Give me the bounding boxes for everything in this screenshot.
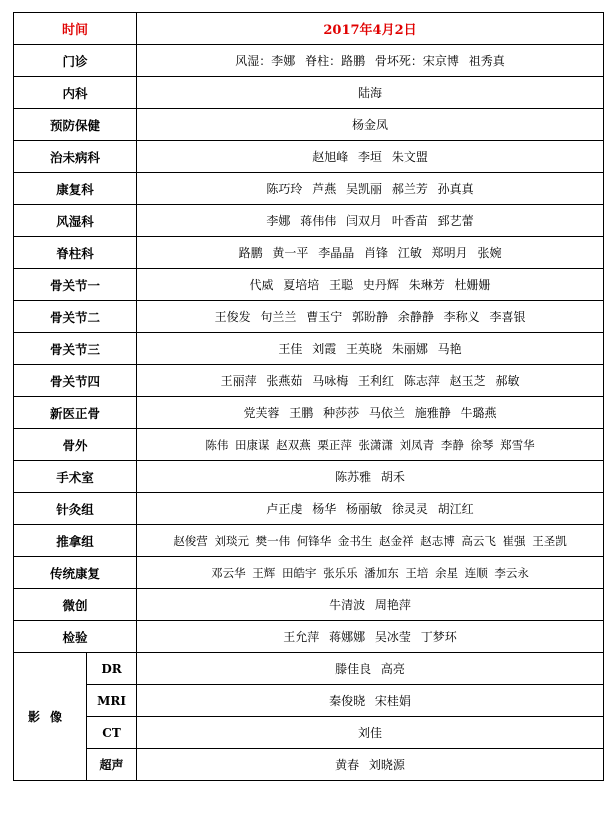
imaging-row [14,653,604,685]
department-row [14,109,604,141]
department-name: 骨关节三 [14,333,137,365]
department-row [14,333,604,365]
department-row [14,141,604,173]
department-row [14,301,604,333]
department-name: 微创 [14,589,137,621]
department-row [14,557,604,589]
imaging-row [14,749,604,781]
staff-names: 陆海 [137,77,604,109]
staff-names: 王允萍 蒋娜娜 吴冰莹 丁梦环 [137,621,604,653]
staff-names: 赵旭峰 李垣 朱文盟 [137,141,604,173]
department-name: 新医正骨 [14,397,137,429]
department-row [14,429,604,461]
staff-names: 黄春 刘晓源 [137,749,604,781]
staff-names: 陈伟 田康谋 赵双燕 栗正萍 张潇潇 刘凤青 李静 徐琴 郑雪华 [137,429,604,461]
department-row [14,237,604,269]
department-name: 传统康复 [14,557,137,589]
department-name: 门诊 [14,45,137,77]
department-name: 骨关节四 [14,365,137,397]
department-row [14,77,604,109]
staff-names: 邓云华 王辉 田皓宇 张乐乐 潘加东 王培 余星 连顺 李云永 [137,557,604,589]
department-row [14,493,604,525]
time-header: 时间 [14,13,137,45]
department-name: 针灸组 [14,493,137,525]
staff-names: 代威 夏培培 王聪 史丹辉 朱琳芳 杜姗姗 [137,269,604,301]
department-name: 骨关节二 [14,301,137,333]
department-name: 脊柱科 [14,237,137,269]
imaging-row [14,685,604,717]
staff-names: 党芙蓉 王鹏 种莎莎 马依兰 施雅静 牛璐燕 [137,397,604,429]
department-row [14,589,604,621]
duty-roster-table [13,12,604,781]
staff-names: 赵俊营 刘琰元 樊一伟 何锋华 金书生 赵金祥 赵志博 高云飞 崔强 王圣凯 [137,525,604,557]
staff-names: 刘佳 [137,717,604,749]
department-row [14,525,604,557]
department-row [14,173,604,205]
staff-names: 王俊发 句兰兰 曹玉宁 郭盼静 余静静 李称义 李喜银 [137,301,604,333]
department-name: 推拿组 [14,525,137,557]
staff-names: 陈苏雅 胡禾 [137,461,604,493]
department-name: 预防保健 [14,109,137,141]
department-name: 内科 [14,77,137,109]
staff-names: 王佳 刘霞 王英晓 朱丽娜 马艳 [137,333,604,365]
department-row [14,461,604,493]
staff-names: 王丽萍 张燕茹 马咏梅 王利红 陈志萍 赵玉芝 郝敏 [137,365,604,397]
department-name: 康复科 [14,173,137,205]
imaging-row [14,717,604,749]
staff-names: 牛清波 周艳萍 [137,589,604,621]
department-name: 检验 [14,621,137,653]
department-name: 手术室 [14,461,137,493]
staff-names: 秦俊晓 宋桂娟 [137,685,604,717]
imaging-subunit: MRI [87,685,137,717]
date-header: 2017年4月2日 [137,13,604,45]
staff-names: 李娜 蒋伟伟 闫双月 叶香苗 郅艺蕾 [137,205,604,237]
staff-names: 卢正虔 杨华 杨丽敏 徐灵灵 胡江红 [137,493,604,525]
imaging-department-label: 影像 [14,653,87,781]
department-name: 骨关节一 [14,269,137,301]
department-row [14,269,604,301]
imaging-subunit: CT [87,717,137,749]
department-row [14,205,604,237]
staff-names: 杨金凤 [137,109,604,141]
staff-names: 滕佳良 高亮 [137,653,604,685]
department-row [14,397,604,429]
header-row [14,13,604,45]
department-row [14,365,604,397]
department-name: 骨外 [14,429,137,461]
staff-names: 风湿：李娜 脊柱：路鹏 骨坏死：宋京博 祖秀真 [137,45,604,77]
imaging-subunit: DR [87,653,137,685]
department-row [14,621,604,653]
department-row [14,45,604,77]
department-name: 风湿科 [14,205,137,237]
staff-names: 陈巧玲 芦燕 吴凯丽 郝兰芳 孙真真 [137,173,604,205]
staff-names: 路鹏 黄一平 李晶晶 肖锋 江敏 郑明月 张婉 [137,237,604,269]
department-name: 治未病科 [14,141,137,173]
imaging-subunit: 超声 [87,749,137,781]
